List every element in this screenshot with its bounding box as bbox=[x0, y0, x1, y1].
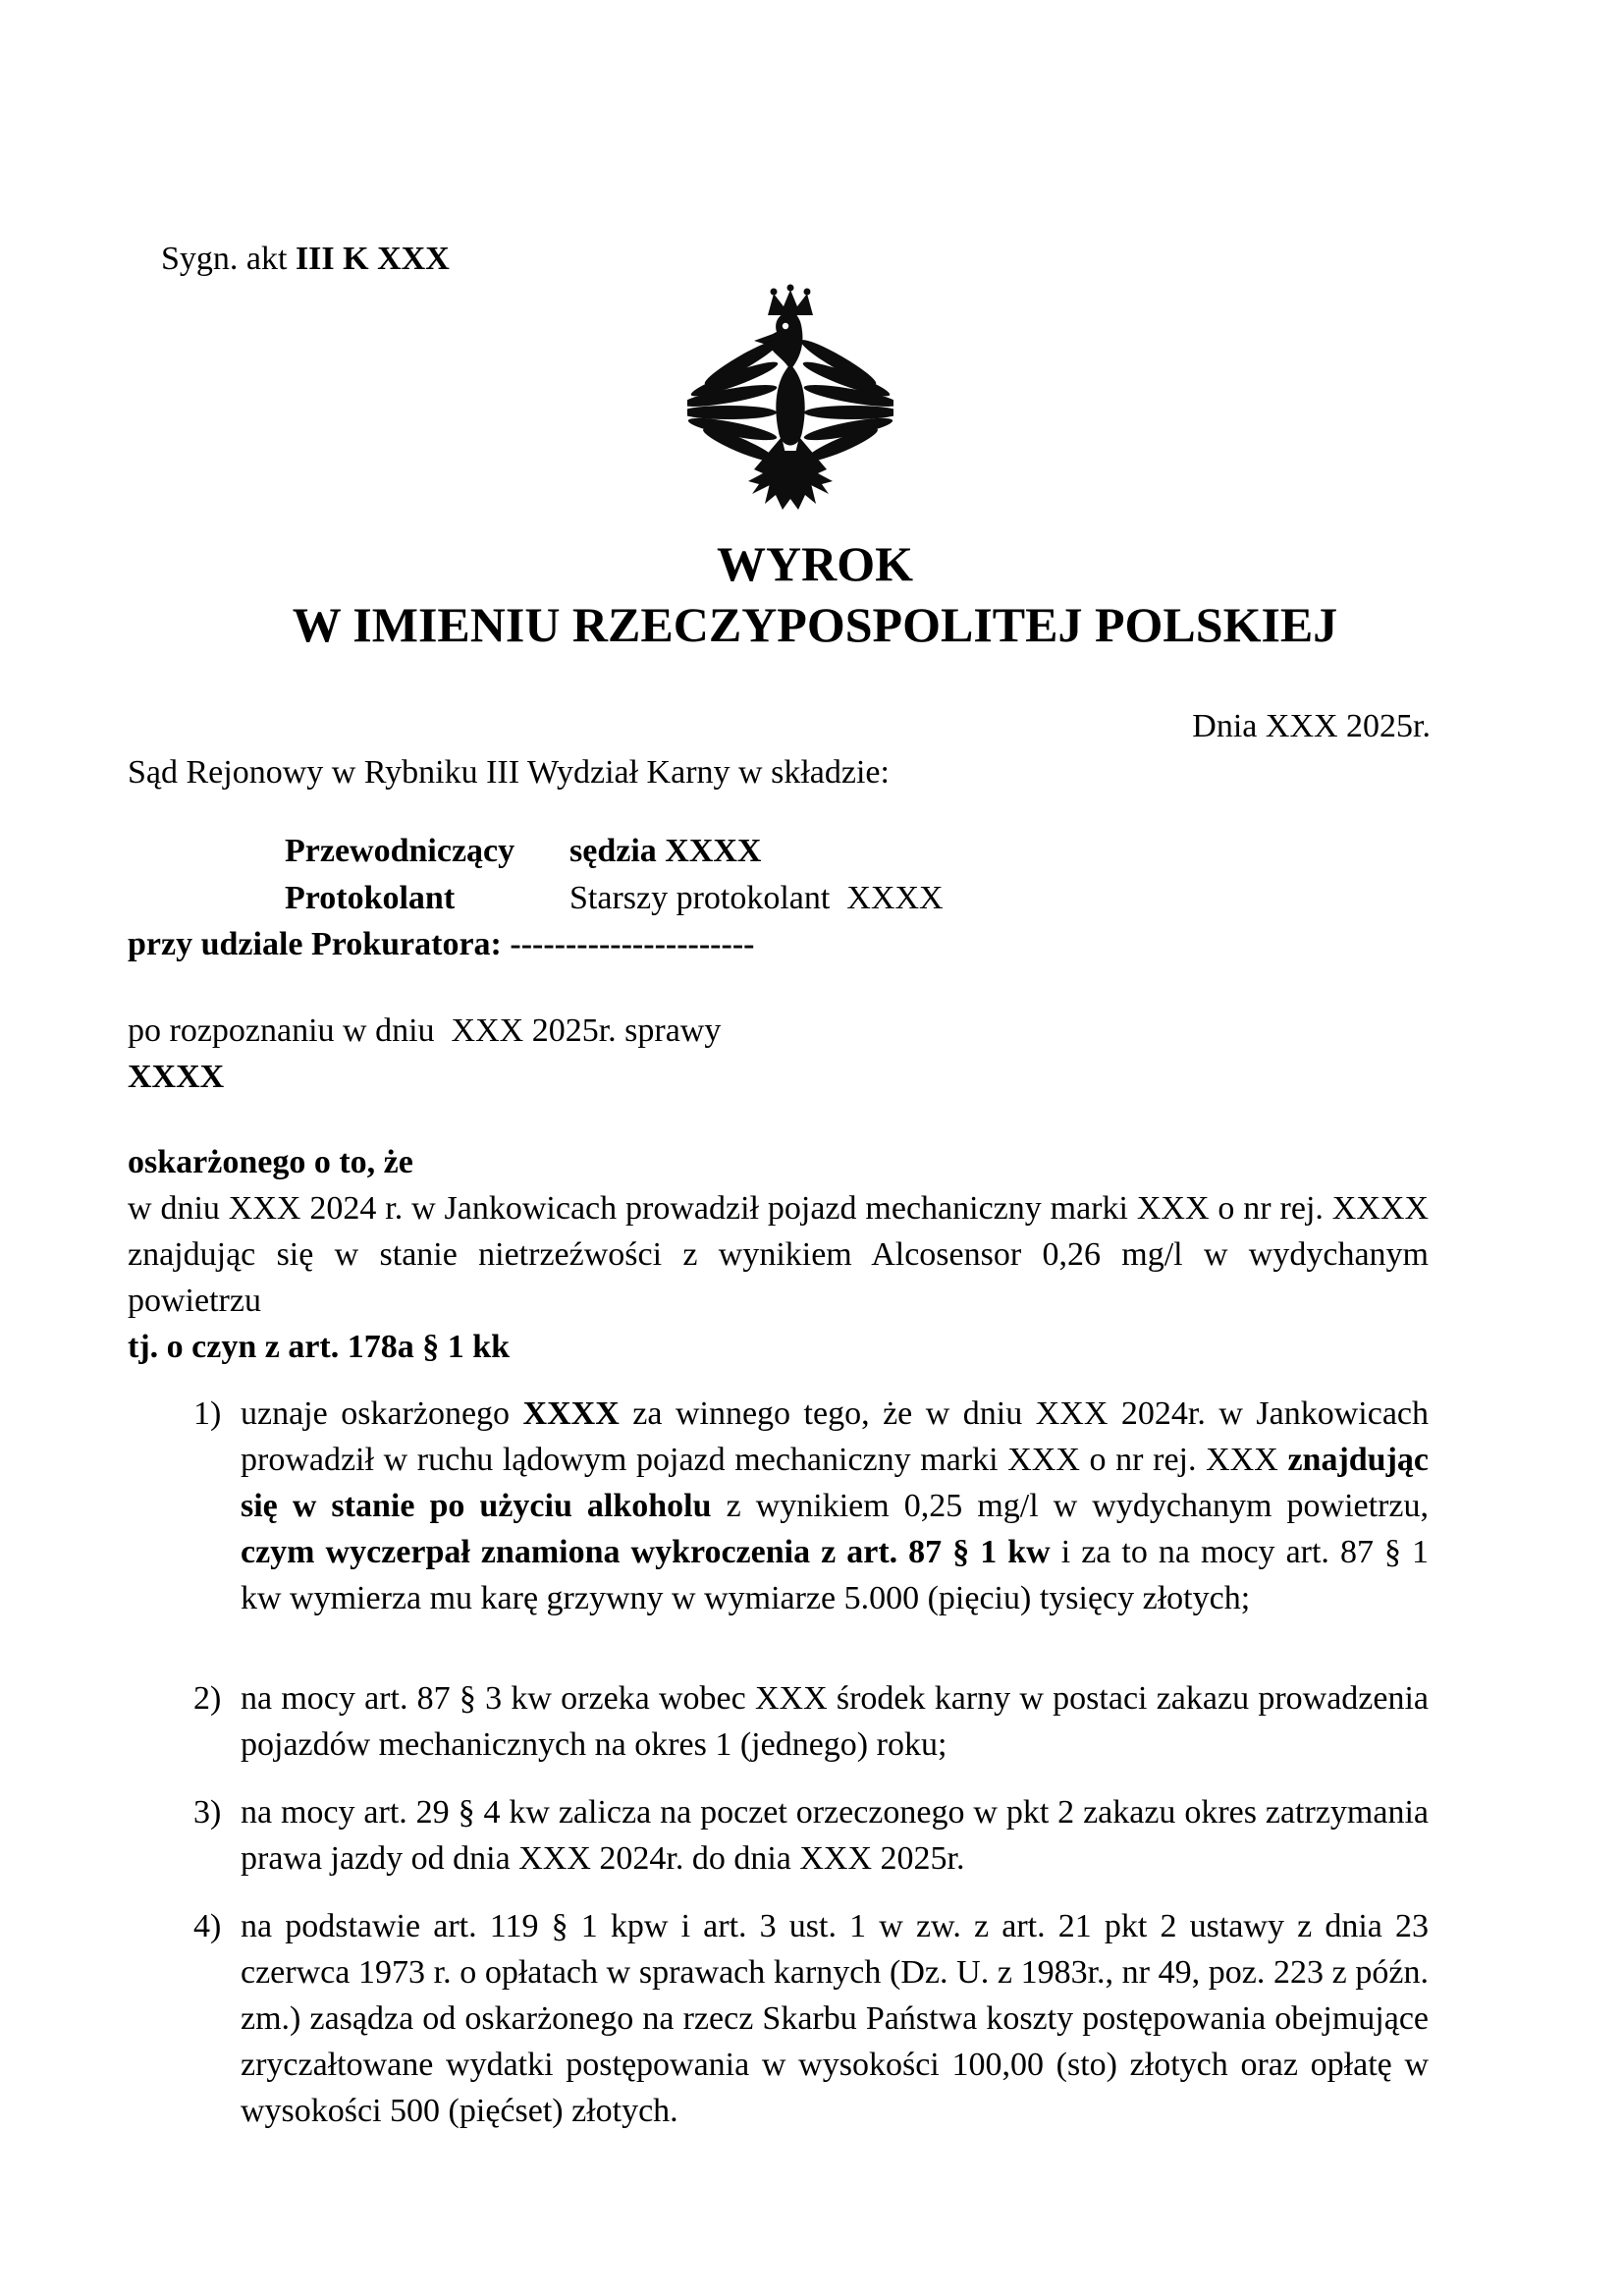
role-label-clerk: Protokolant bbox=[285, 879, 456, 916]
case-signature-label: Sygn. akt bbox=[161, 241, 296, 277]
ruling-item-4 bbox=[193, 1903, 1429, 2134]
charge-body: w dniu XXX 2024 r. w Jankowicach prowadził pojazd mechaniczny marki XXX o nr rej. XXXX znajdując się w stanie nietrzeźwości z wynikiem Alcosensor 0,26 mg/l w wydychanym powietrzu bbox=[128, 1190, 1429, 1319]
coat-of-arms bbox=[687, 280, 893, 530]
ruling-text-1: uznaje oskarżonego XXXX za winnego tego, że w dniu XXX 2024r. w Jankowicach prowadził w ruchu lądowym pojazd mechaniczny marki XXX o nr rej. XXX znajdując się w stanie po użyciu alkoholu z wynikiem 0,25 mg/l w wydychanym powietrzu, czym wyczerpał znamiona wykroczenia z art. 87 § 1 kw i za to na mocy art. 87 § 1 kw wymierza mu karę grzywny w wymiarze 5.000 (pięciu) tysięcy złotych; bbox=[241, 1395, 1429, 1616]
defendant-name: XXXX bbox=[128, 1059, 225, 1095]
hearing-section bbox=[128, 1008, 1429, 1100]
charge-legal-qualification: tj. o czyn z art. 178a § 1 kk bbox=[128, 1329, 511, 1365]
case-number: III K XXX bbox=[295, 241, 450, 277]
ruling-number-4: 4) bbox=[193, 1908, 222, 1944]
ruling-text-4: na podstawie art. 119 § 1 kpw i art. 3 ust. 1 w zw. z art. 21 pkt 2 ustawy z dnia 23 czerwca 1973 r. o opłatach w sprawach karnych (Dz. U. z 1983r., nr 49, poz. 223 z późn. zm.) zasądza od oskarżonego na rzecz Skarbu Państwa koszty postępowania obejmujące zryczałtowane wydatki postępowania w wysokości 100,00 (sto) złotych oraz opłatę w wysokości 500 (pięćset) złotych. bbox=[241, 1908, 1429, 2129]
judgment-date: Dnia XXX 2025r. bbox=[1192, 708, 1431, 744]
prosecutor-line: przy udziale Prokuratora: ---------------------- bbox=[128, 926, 755, 962]
court-panel bbox=[128, 828, 1429, 967]
panel-row-presiding-judge bbox=[128, 828, 1429, 875]
charge-section bbox=[128, 1139, 1429, 1370]
ruling-text-2: na mocy art. 87 § 3 kw orzeka wobec XXX środek karny w postaci zakazu prowadzenia pojazdów mechanicznych na okres 1 (jednego) roku; bbox=[241, 1680, 1429, 1763]
charge-heading: oskarżonego o to, że bbox=[128, 1144, 413, 1180]
hearing-intro: po rozpoznaniu w dniu XXX 2025r. sprawy bbox=[128, 1012, 722, 1049]
role-value-clerk: Starszy protokolant XXXX bbox=[569, 879, 944, 916]
panel-row-clerk bbox=[128, 875, 1429, 922]
ruling-number-2: 2) bbox=[193, 1680, 222, 1717]
court-name-line: Sąd Rejonowy w Rybniku III Wydział Karny w składzie: bbox=[128, 754, 890, 791]
ruling-item-2 bbox=[193, 1675, 1429, 1768]
role-value-presiding: sędzia XXXX bbox=[569, 833, 762, 869]
ruling-item-3 bbox=[193, 1789, 1429, 1882]
case-signature bbox=[128, 190, 450, 328]
polish-eagle-icon bbox=[687, 280, 893, 530]
ruling-number-3: 3) bbox=[193, 1794, 222, 1831]
ruling-item-1 bbox=[193, 1391, 1429, 1621]
ruling-number-1: 1) bbox=[193, 1395, 222, 1432]
judgment-subtitle: W IMIENIU RZECZYPOSPOLITEJ POLSKIEJ bbox=[292, 597, 1338, 652]
judgment-title: WYROK bbox=[717, 536, 913, 591]
ruling-text-3: na mocy art. 29 § 4 kw zalicza na poczet orzeczonego w pkt 2 zakazu okres zatrzymania prawa jazdy od dnia XXX 2024r. do dnia XXX 2025r. bbox=[241, 1794, 1429, 1877]
role-label-presiding: Przewodniczący bbox=[285, 833, 515, 869]
